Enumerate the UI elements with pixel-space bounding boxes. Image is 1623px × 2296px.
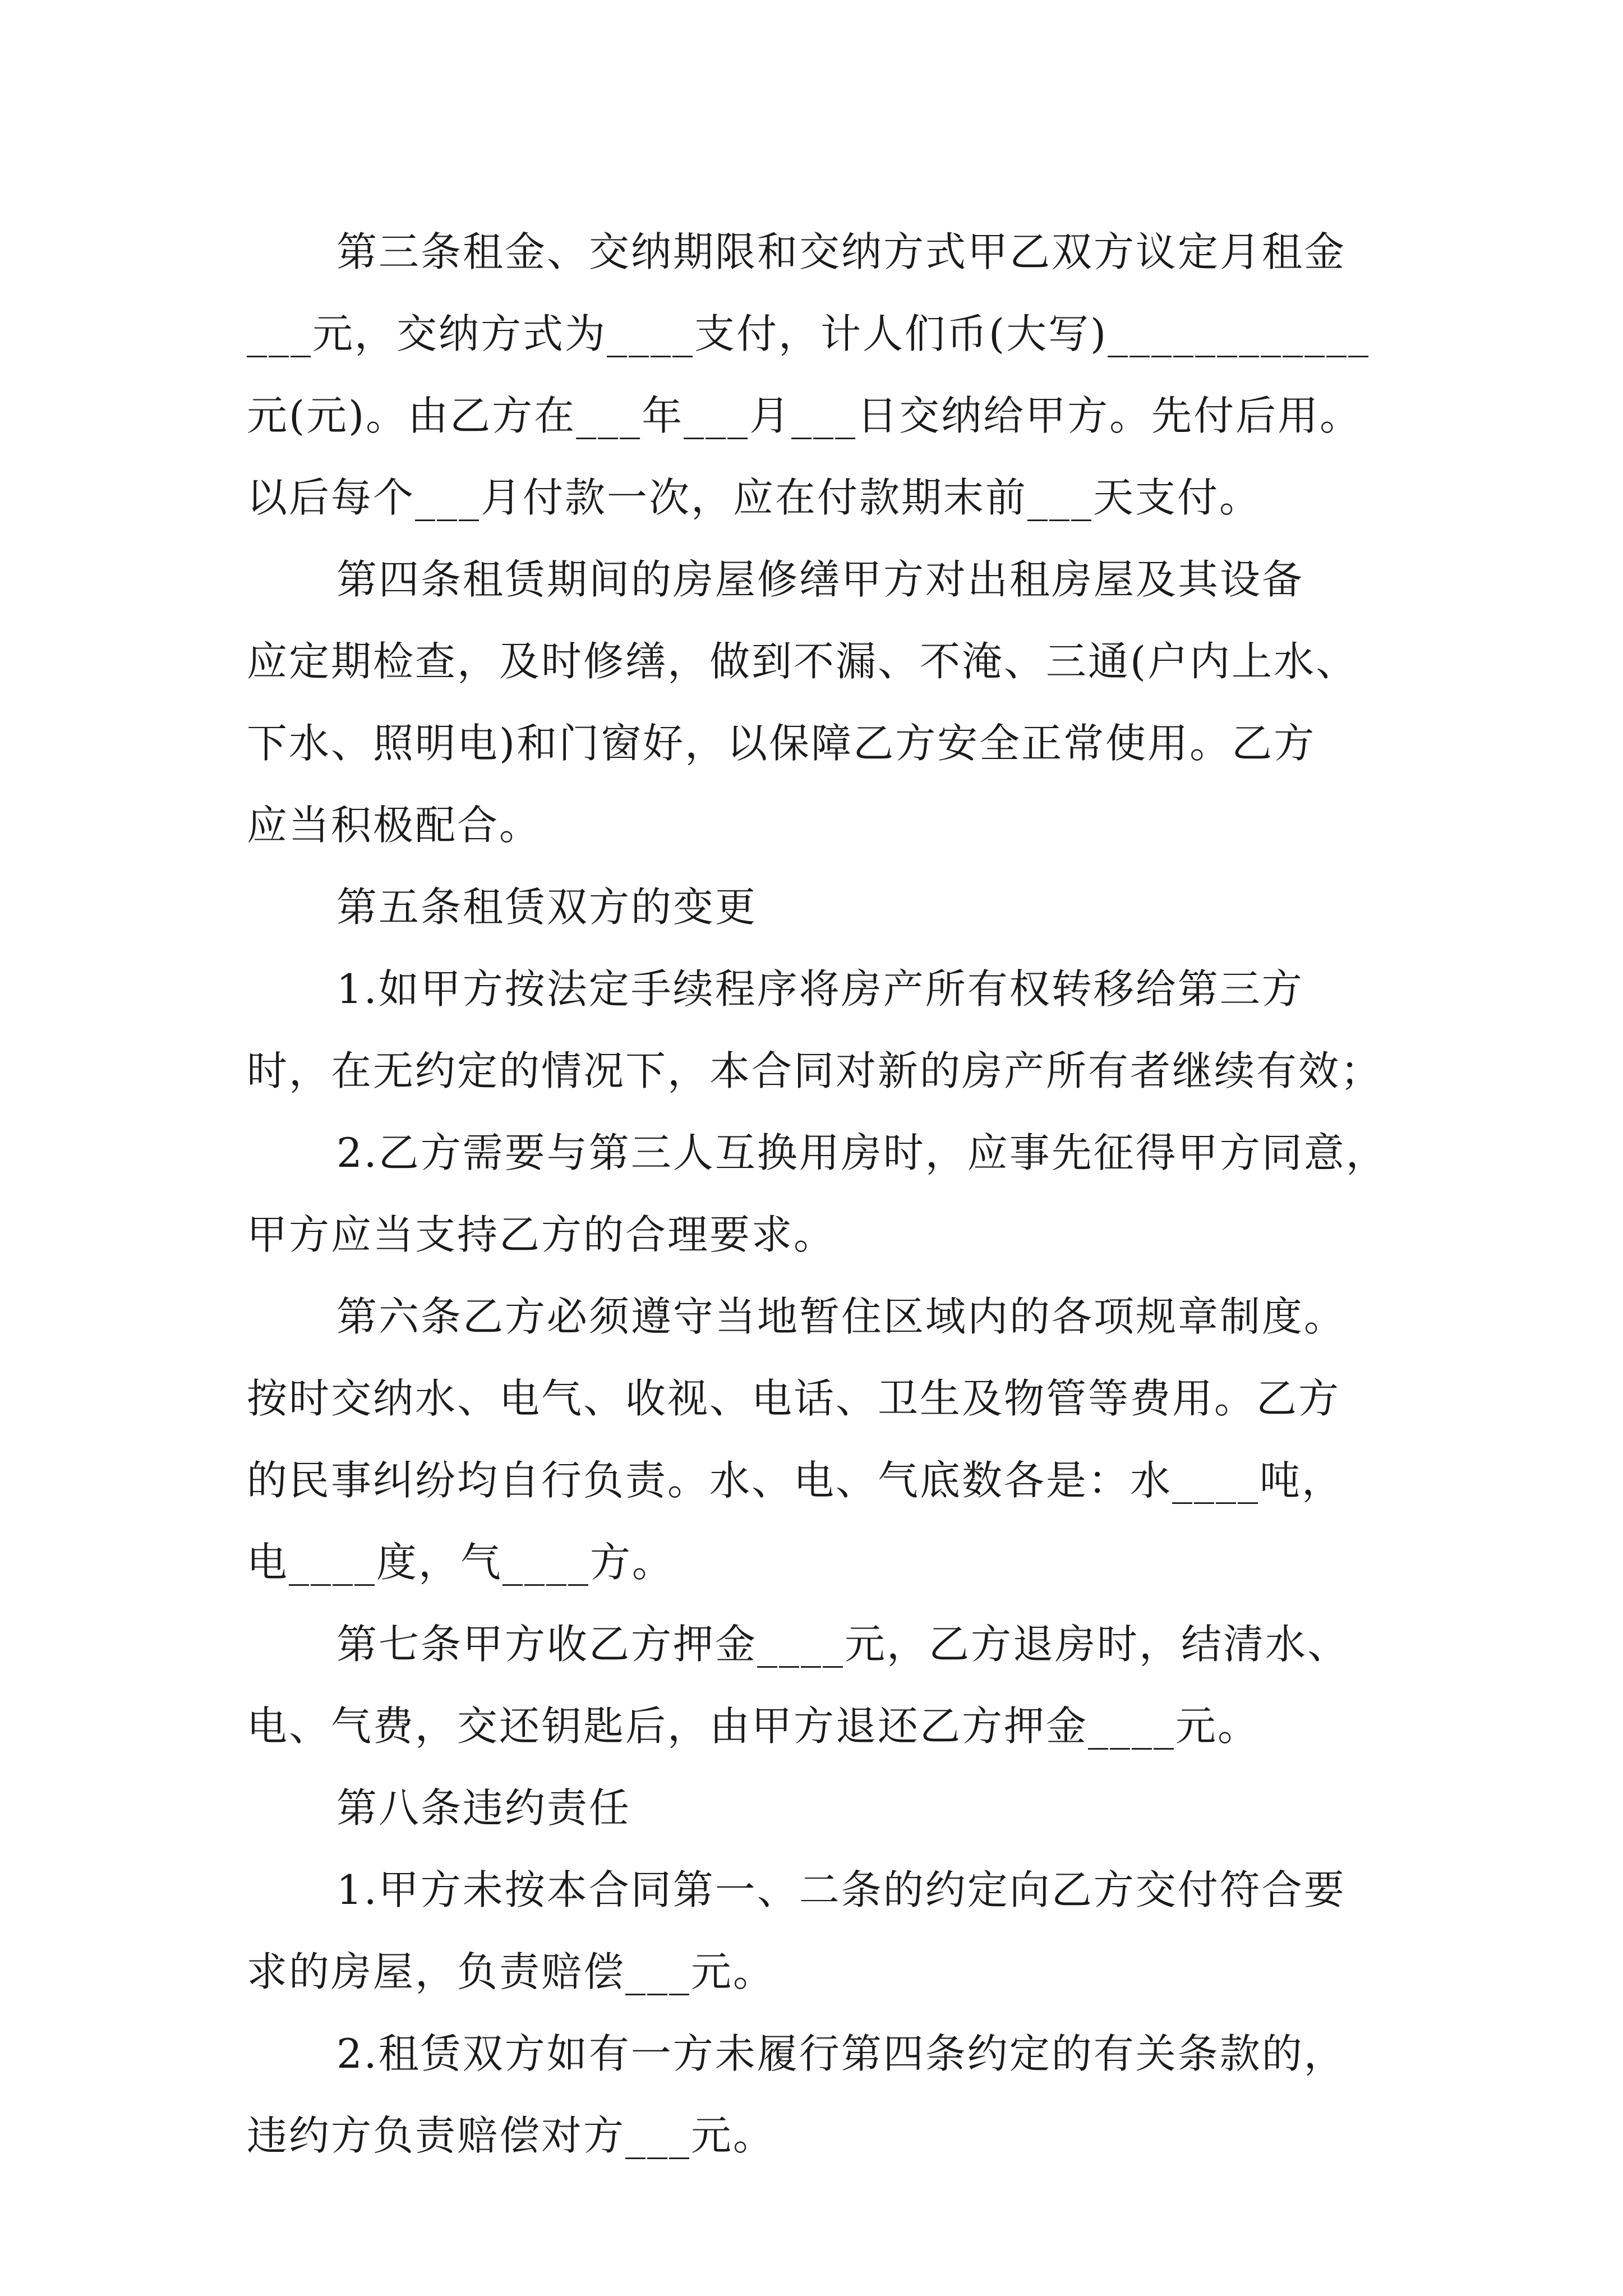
text-line: 电____度，气____方。 <box>247 1539 675 1586</box>
text-line: 求的房屋，负责赔偿___元。 <box>247 1948 776 1995</box>
text-line: 下水、照明电)和门窗好，以保障乙方安全正常使用。乙方 <box>247 720 1316 767</box>
text-line: 按时交纳水、电气、收视、电话、卫生及物管等费用。乙方 <box>247 1375 1341 1422</box>
text-line: 2.乙方需要与第三人互换用房时，应事先征得甲方同意， <box>336 1129 1388 1176</box>
text-line: 1.甲方未按本合同第一、二条的约定向乙方交付符合要 <box>336 1866 1346 1913</box>
text-line: 第六条乙方必须遵守当地暂住区域内的各项规章制度。 <box>336 1293 1347 1340</box>
text-line: 第三条租金、交纳期限和交纳方式甲乙双方议定月租金 <box>336 228 1347 275</box>
text-line: 违约方负责赔偿对方___元。 <box>247 2112 776 2159</box>
text-line: 元(元)。由乙方在___年___月___日交纳给甲方。先付后用。 <box>247 392 1362 439</box>
text-line: 甲方应当支持乙方的合理要求。 <box>247 1211 836 1258</box>
text-line: 的民事纠纷均自行负责。水、电、气底数各是：水____吨， <box>247 1457 1344 1504</box>
text-line: 以后每个___月付款一次，应在付款期末前___天支付。 <box>247 474 1262 521</box>
text-line: 第四条租赁期间的房屋修缮甲方对出租房屋及其设备 <box>336 556 1304 603</box>
text-line: 第七条甲方收乙方押金____元，乙方退房时，结清水、 <box>336 1621 1350 1668</box>
text-line: 2.租赁双方如有一方未履行第四条约定的有关条款的， <box>336 2030 1346 2077</box>
text-line: 时，在无约定的情况下，本合同对新的房产所有者继续有效； <box>247 1047 1383 1094</box>
text-line: 应定期检查，及时修缮，做到不漏、不淹、三通(户内上水、 <box>247 638 1358 685</box>
text-line: 应当积极配合。 <box>247 802 542 849</box>
text-line: 电、气费，交还钥匙后，由甲方退还乙方押金____元。 <box>247 1703 1260 1750</box>
text-line: 第八条违约责任 <box>336 1784 631 1832</box>
text-line: 1.如甲方按法定手续程序将房产所有权转移给第三方 <box>336 965 1304 1013</box>
contract-text <box>247 211 1391 2177</box>
text-line: ___元，交纳方式为____支付，计人们币(大写)____________ <box>247 310 1371 357</box>
text-line: 第五条租赁双方的变更 <box>336 884 758 931</box>
